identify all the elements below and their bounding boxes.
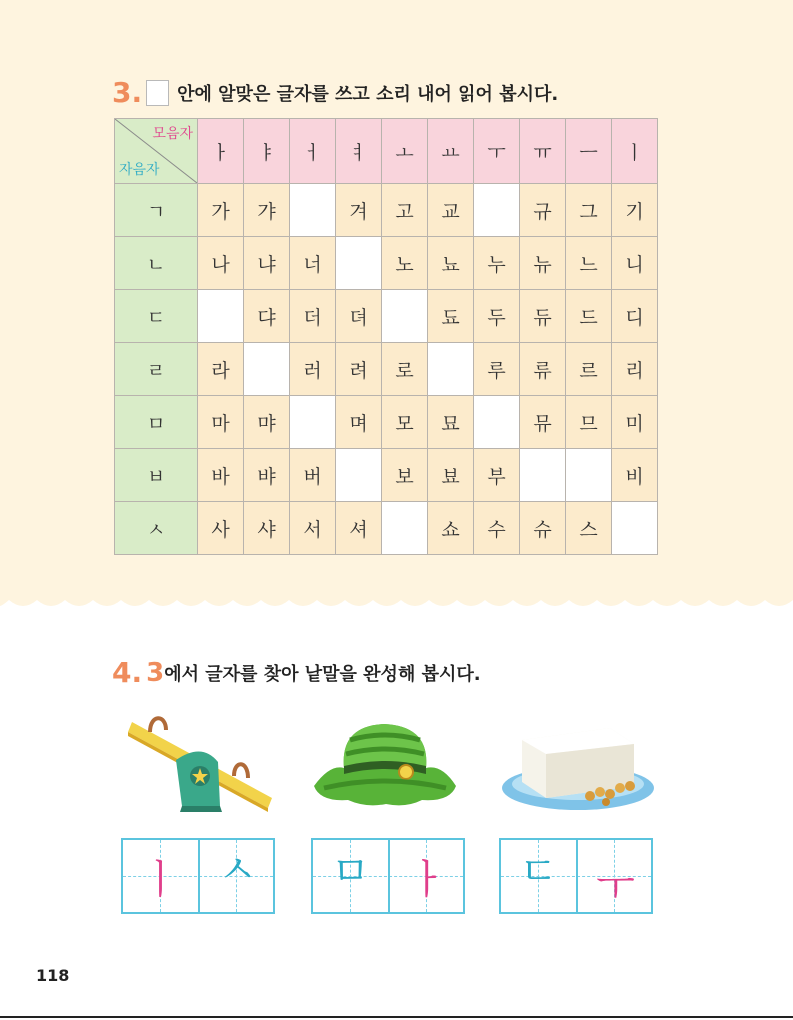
- syllable-cell: 러: [290, 343, 336, 396]
- blank-cell[interactable]: [474, 184, 520, 237]
- consonant-header: ㄷ: [115, 290, 198, 343]
- question-3-header: [112, 76, 558, 109]
- syllable-cell: 비: [612, 449, 658, 502]
- consonant-header: ㄱ: [115, 184, 198, 237]
- syllable-cell: 냐: [244, 237, 290, 290]
- table-row: [115, 184, 658, 237]
- tofu-picture: [498, 710, 658, 814]
- syllable-cell: 슈: [520, 502, 566, 555]
- blank-cell[interactable]: [290, 184, 336, 237]
- syllable-cell: 기: [612, 184, 658, 237]
- question-4-number: 4.: [112, 656, 143, 689]
- vowel-header: ㅡ: [566, 119, 612, 184]
- vowel-header: ㅏ: [198, 119, 244, 184]
- syllable-cell: 리: [612, 343, 658, 396]
- syllable-cell: 모: [382, 396, 428, 449]
- vowel-header: ㅛ: [428, 119, 474, 184]
- table-row: [115, 343, 658, 396]
- consonant-header: ㄹ: [115, 343, 198, 396]
- vowel-header-row: [115, 119, 658, 184]
- consonant-header-label: 자음자: [119, 162, 160, 178]
- syllable-cell: 노: [382, 237, 428, 290]
- blank-cell[interactable]: [336, 237, 382, 290]
- vowel-header: ㅑ: [244, 119, 290, 184]
- syllable-cell: 드: [566, 290, 612, 343]
- jamo-vowel: ㅜ: [596, 864, 635, 911]
- vowel-header: ㅕ: [336, 119, 382, 184]
- answer-box-icon: [146, 80, 169, 106]
- syllable-cell: 마: [198, 396, 244, 449]
- syllable-cell: 샤: [244, 502, 290, 555]
- syllable-cell: 니: [612, 237, 658, 290]
- syllable-table: [114, 118, 658, 555]
- syllable-cell: 루: [474, 343, 520, 396]
- syllable-cell: 규: [520, 184, 566, 237]
- syllable-cell: 갸: [244, 184, 290, 237]
- vowel-header: ㅜ: [474, 119, 520, 184]
- consonant-header: ㅁ: [115, 396, 198, 449]
- syllable-cell: 그: [566, 184, 612, 237]
- syllable-cell: 누: [474, 237, 520, 290]
- word-box-tofu[interactable]: [499, 838, 653, 914]
- jamo-consonant: ㅅ: [218, 846, 257, 893]
- seesaw-picture: [122, 712, 280, 816]
- word-box-hat[interactable]: [311, 838, 465, 914]
- syllable-cell: 댜: [244, 290, 290, 343]
- syllable-cell: 미: [612, 396, 658, 449]
- syllable-cell: 스: [566, 502, 612, 555]
- blank-cell[interactable]: [244, 343, 290, 396]
- wave-divider: [0, 588, 793, 612]
- syllable-cell: 셔: [336, 502, 382, 555]
- syllable-cell: 두: [474, 290, 520, 343]
- consonant-header: ㄴ: [115, 237, 198, 290]
- syllable-cell: 나: [198, 237, 244, 290]
- syllable-cell: 서: [290, 502, 336, 555]
- syllable-cell: 류: [520, 343, 566, 396]
- blank-cell[interactable]: [382, 290, 428, 343]
- consonant-header: ㅅ: [115, 502, 198, 555]
- vowel-header-label: 모음자: [152, 126, 193, 142]
- syllable-cell: 됴: [428, 290, 474, 343]
- syllable-cell: 려: [336, 343, 382, 396]
- syllable-cell: 바: [198, 449, 244, 502]
- page-number: 118: [36, 966, 70, 985]
- syllable-cell: 먀: [244, 396, 290, 449]
- footer-line: [0, 1016, 793, 1018]
- blank-cell[interactable]: [520, 449, 566, 502]
- syllable-cell: 너: [290, 237, 336, 290]
- syllable-cell: 로: [382, 343, 428, 396]
- blank-cell[interactable]: [290, 396, 336, 449]
- blank-cell[interactable]: [336, 449, 382, 502]
- syllable-cell: 교: [428, 184, 474, 237]
- syllable-cell: 뱌: [244, 449, 290, 502]
- table-corner: [115, 119, 198, 184]
- syllable-cell: 수: [474, 502, 520, 555]
- syllable-cell: 보: [382, 449, 428, 502]
- syllable-cell: 버: [290, 449, 336, 502]
- word-box-seesaw[interactable]: [121, 838, 275, 914]
- syllable-cell: 가: [198, 184, 244, 237]
- consonant-header: ㅂ: [115, 449, 198, 502]
- vowel-header: ㅓ: [290, 119, 336, 184]
- syllable-cell: 므: [566, 396, 612, 449]
- question-4-instruction: 에서 글자를 찾아 낱말을 완성해 봅시다.: [164, 663, 481, 685]
- vowel-header: ㅗ: [382, 119, 428, 184]
- syllable-cell: 더: [290, 290, 336, 343]
- table-row: [115, 396, 658, 449]
- question-4-ref-number: 3: [146, 657, 165, 688]
- syllable-cell: 뇨: [428, 237, 474, 290]
- syllable-cell: 뎌: [336, 290, 382, 343]
- syllable-cell: 묘: [428, 396, 474, 449]
- question-3-number: 3.: [112, 76, 143, 109]
- syllable-cell: 고: [382, 184, 428, 237]
- jamo-vowel: ㅣ: [141, 856, 180, 903]
- blank-cell[interactable]: [474, 396, 520, 449]
- blank-cell[interactable]: [428, 343, 474, 396]
- syllable-cell: 부: [474, 449, 520, 502]
- table-row: [115, 449, 658, 502]
- syllable-cell: 디: [612, 290, 658, 343]
- syllable-cell: 쇼: [428, 502, 474, 555]
- syllable-cell: 며: [336, 396, 382, 449]
- vowel-header: ㅣ: [612, 119, 658, 184]
- syllable-cell: 뵤: [428, 449, 474, 502]
- question-3-instruction: 안에 알맞은 글자를 쓰고 소리 내어 읽어 봅시다.: [177, 83, 559, 105]
- table-body: [115, 184, 658, 555]
- syllable-cell: 느: [566, 237, 612, 290]
- hat-picture: [310, 716, 460, 816]
- syllable-cell: 겨: [336, 184, 382, 237]
- syllable-cell: 뮤: [520, 396, 566, 449]
- syllable-cell: 뉴: [520, 237, 566, 290]
- syllable-cell: 듀: [520, 290, 566, 343]
- jamo-vowel: ㅏ: [408, 856, 447, 903]
- table-row: [115, 290, 658, 343]
- blank-cell[interactable]: [566, 449, 612, 502]
- syllable-cell: 사: [198, 502, 244, 555]
- table-row: [115, 237, 658, 290]
- syllable-cell: 라: [198, 343, 244, 396]
- blank-cell[interactable]: [198, 290, 244, 343]
- blank-cell[interactable]: [382, 502, 428, 555]
- table-row: [115, 502, 658, 555]
- jamo-consonant: ㅁ: [331, 848, 370, 895]
- question-4-header: [112, 656, 481, 689]
- syllable-cell: 르: [566, 343, 612, 396]
- blank-cell[interactable]: [612, 502, 658, 555]
- jamo-consonant: ㄷ: [519, 848, 558, 895]
- vowel-header: ㅠ: [520, 119, 566, 184]
